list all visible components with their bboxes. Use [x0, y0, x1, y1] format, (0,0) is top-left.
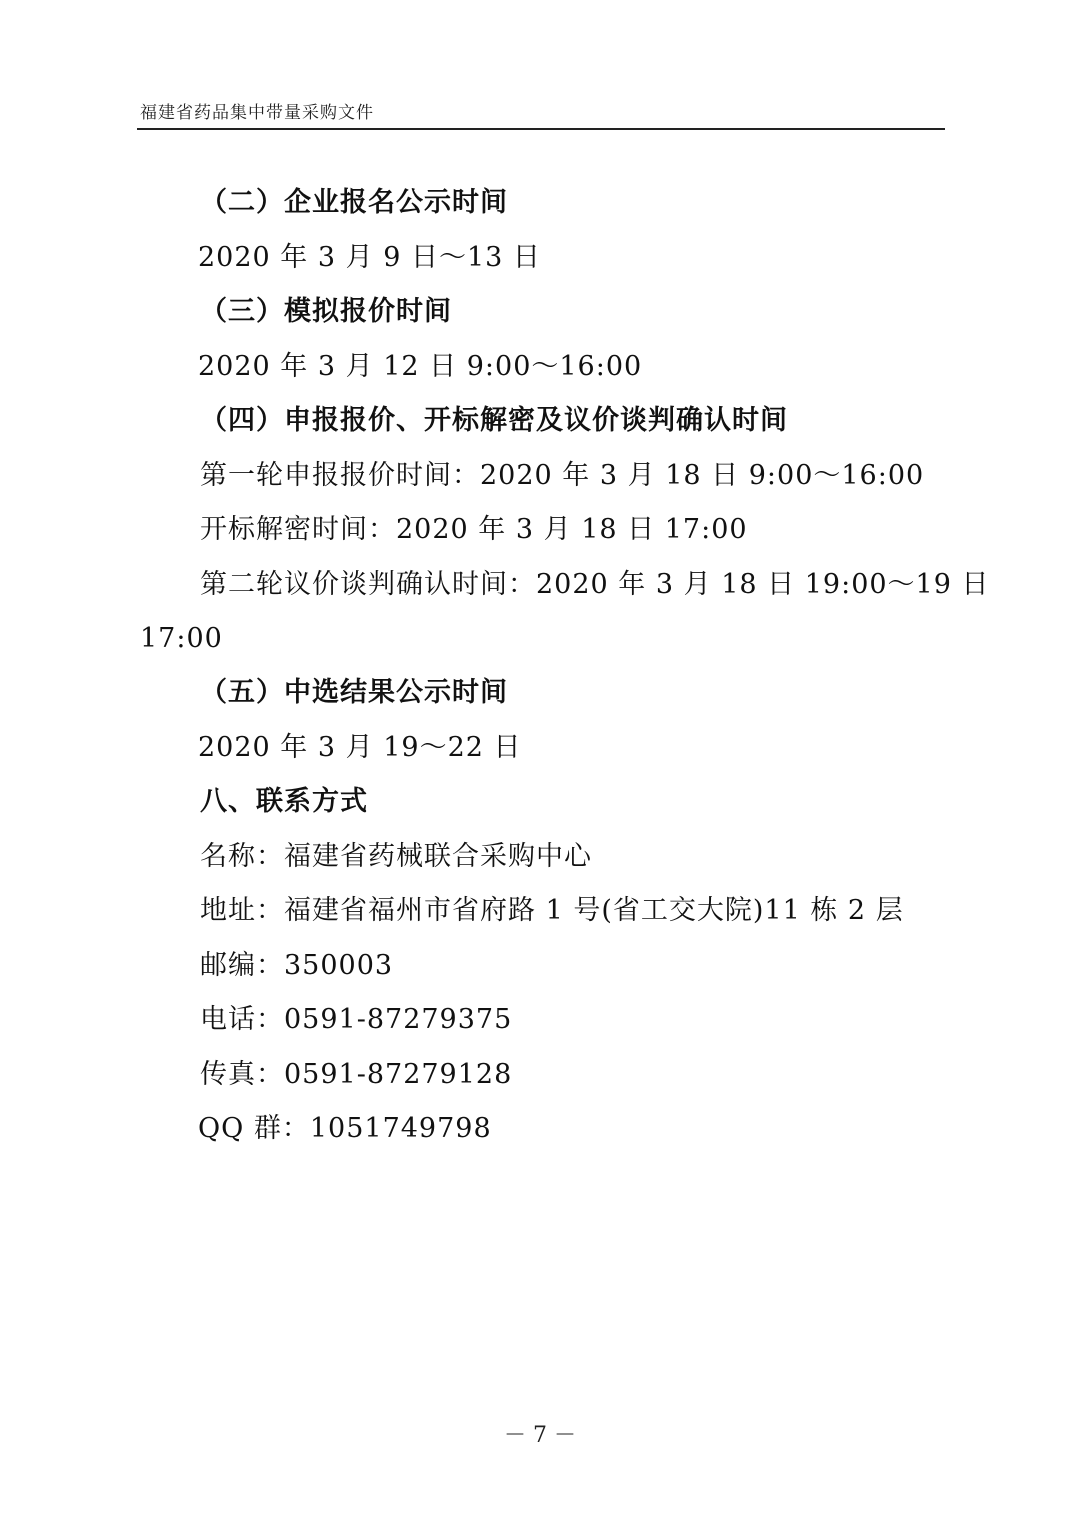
section-heading-result: （五）中选结果公示时间 [200, 677, 508, 708]
second-round-negotiation-time-continued: 17:00 [140, 623, 223, 654]
section-heading-contact: 八、联系方式 [200, 786, 368, 817]
bid-decrypt-time: 开标解密时间：2020 年 3 月 18 日 17:00 [200, 514, 748, 545]
mock-quote-date: 2020 年 3 月 12 日 9:00～16:00 [198, 351, 643, 382]
contact-name: 名称：福建省药械联合采购中心 [200, 841, 592, 872]
contact-fax: 传真：0591-87279128 [200, 1059, 513, 1090]
header-divider [137, 128, 945, 130]
contact-address: 地址：福建省福州市省府路 1 号(省工交大院)11 栋 2 层 [200, 895, 904, 926]
section-heading-registration: （二）企业报名公示时间 [200, 187, 508, 218]
result-date: 2020 年 3 月 19～22 日 [198, 732, 522, 763]
contact-postcode: 邮编：350003 [200, 950, 394, 981]
document-title: 福建省药品集中带量采购文件 [140, 103, 374, 123]
page-number: － 7 － [504, 1423, 576, 1448]
registration-date: 2020 年 3 月 9 日～13 日 [198, 242, 541, 273]
second-round-negotiation-time: 第二轮议价谈判确认时间：2020 年 3 月 18 日 19:00～19 日 [200, 569, 990, 600]
contact-qq-group: QQ 群：1051749798 [198, 1113, 492, 1144]
section-heading-mock-quote: （三）模拟报价时间 [200, 296, 452, 327]
contact-phone: 电话：0591-87279375 [200, 1004, 513, 1035]
section-heading-bid: （四）申报报价、开标解密及议价谈判确认时间 [200, 405, 788, 436]
first-round-quote-time: 第一轮申报报价时间：2020 年 3 月 18 日 9:00～16:00 [200, 460, 925, 491]
